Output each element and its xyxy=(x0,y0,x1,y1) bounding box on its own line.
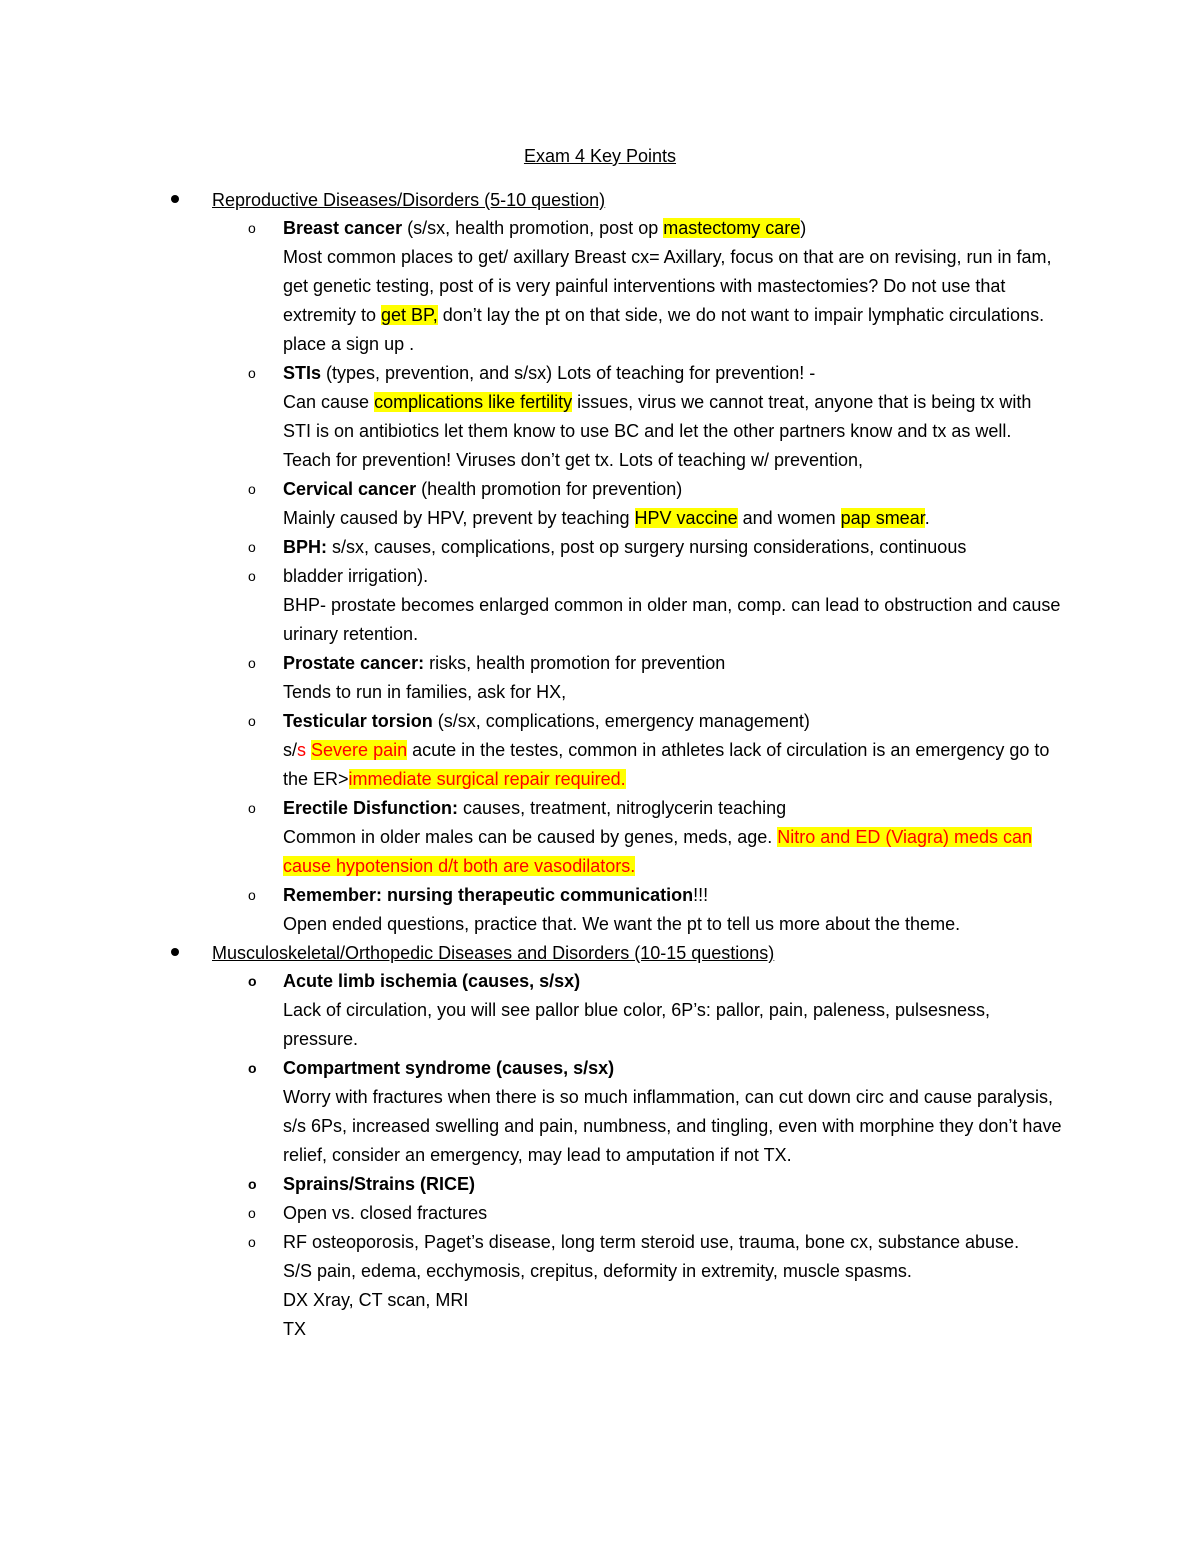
item-subtitle: (health promotion for prevention) xyxy=(416,479,683,499)
document-body xyxy=(0,186,1200,1344)
list-item xyxy=(0,967,1200,1054)
list-marker-icon: o xyxy=(248,220,256,236)
item-subtitle: bladder irrigation). xyxy=(283,566,429,586)
item-body: Open ended questions, practice that. We want the pt to tell us more about the theme. xyxy=(283,914,961,934)
list-item xyxy=(0,881,1200,939)
item-title: Breast cancer xyxy=(283,218,403,238)
list-item xyxy=(0,1054,1200,1170)
list-marker-icon: o xyxy=(248,887,256,903)
item-body: Tends to run in families, ask for HX, xyxy=(283,682,567,702)
item-body: s/s Severe pain acute in the testes, common in athletes lack of circulation is an emergency go to the ER>immediate surgical repair required. xyxy=(283,740,1050,789)
highlighted-text: complications like fertility xyxy=(374,392,573,412)
highlighted-text: mastectomy care xyxy=(663,218,801,238)
list-item xyxy=(0,794,1200,881)
list-marker-icon: o xyxy=(248,539,256,555)
list-marker-icon: o xyxy=(248,800,256,816)
list-item xyxy=(0,707,1200,794)
list-item xyxy=(0,475,1200,533)
page-title: Exam 4 Key Points xyxy=(523,146,677,166)
highlighted-text: pap smear xyxy=(840,508,925,528)
list-marker-icon: o xyxy=(248,481,256,497)
highlighted-text: HPV vaccine xyxy=(634,508,738,528)
item-title: STIs xyxy=(283,363,322,383)
section-musculoskeletal xyxy=(0,939,1200,1344)
list-marker-icon: o xyxy=(248,655,256,671)
list-marker-icon: o xyxy=(248,365,256,381)
list-item xyxy=(0,1170,1200,1199)
item-body: Most common places to get/ axillary Breast cx= Axillary, focus on that are on revising, run in fam, get genetic testing, post of is very painful interventions with mastectomies? Do not use that extremity to get BP, don’t lay the pt on that side, we do not want to impair lymphatic circulations. place a sign up . xyxy=(283,247,1052,354)
item-title: Cervical cancer xyxy=(283,479,417,499)
item-subtitle: (s/sx, complications, emergency management) xyxy=(432,711,810,731)
item-title: Erectile Disfunction: xyxy=(283,798,459,818)
bullet-icon xyxy=(171,195,179,203)
section-reproductive xyxy=(0,186,1200,939)
list-item xyxy=(0,1199,1200,1228)
list-item xyxy=(0,562,1200,649)
item-subtitle: (types, prevention, and s/sx) Lots of teaching for prevention! - xyxy=(321,363,816,383)
list-item xyxy=(0,649,1200,707)
item-subtitle: s/sx, causes, complications, post op surgery nursing considerations, continuous xyxy=(327,537,967,557)
item-body: Worry with fractures when there is so much inflammation, can cut down circ and cause paralysis, s/s 6Ps, increased swelling and pain, numbness, and tingling, even with morphine they don’t have relief, consider an emergency, may lead to amputation if not TX. xyxy=(283,1087,1062,1165)
item-body: Can cause complications like fertility issues, virus we cannot treat, anyone that is being tx with STI is on antibiotics let them know to use BC and let the other partners know and tx as well. Teach for prevention! Viruses don’t get tx. Lots of teaching w/ prevention, xyxy=(283,392,1032,470)
list-marker-icon: o xyxy=(248,973,257,989)
highlighted-text: Severe pain xyxy=(311,740,408,760)
list-marker-icon: o xyxy=(248,1234,256,1250)
item-title: Acute limb ischemia (causes, s/sx) xyxy=(283,971,581,991)
section-heading: Reproductive Diseases/Disorders (5-10 question) xyxy=(0,186,1200,214)
item-subtitle: RF osteoporosis, Paget’s disease, long term steroid use, trauma, bone cx, substance abuse. xyxy=(283,1232,1020,1252)
item-body: S/S pain, edema, ecchymosis, crepitus, deformity in extremity, muscle spasms. DX Xray, CT scan, MRI TX xyxy=(283,1261,912,1339)
item-body: Lack of circulation, you will see pallor blue color, 6P’s: pallor, pain, paleness, pulsesness, pressure. xyxy=(283,1000,991,1049)
list-marker-icon: o xyxy=(248,1176,257,1192)
highlighted-text: get BP, xyxy=(381,305,438,325)
item-title: Prostate cancer: xyxy=(283,653,425,673)
item-subtitle: (s/sx, health promotion, post op xyxy=(402,218,664,238)
item-title: Remember: nursing therapeutic communication xyxy=(283,885,694,905)
item-title: BPH: xyxy=(283,537,327,557)
list-marker-icon: o xyxy=(248,1205,256,1221)
red-text: s xyxy=(297,740,312,760)
item-subtitle: causes, treatment, nitroglycerin teaching xyxy=(458,798,787,818)
item-title: Testicular torsion xyxy=(283,711,433,731)
item-body: Common in older males can be caused by genes, meds, age. Nitro and ED (Viagra) meds can cause hypotension d/t both are vasodilators. xyxy=(283,827,1033,876)
list-item xyxy=(0,1228,1200,1344)
item-title: Sprains/Strains (RICE) xyxy=(283,1174,476,1194)
item-subtitle: risks, health promotion for prevention xyxy=(424,653,726,673)
item-title: Compartment syndrome (causes, s/sx) xyxy=(283,1058,615,1078)
item-subtitle: Open vs. closed fractures xyxy=(283,1203,488,1223)
item-body: BHP- prostate becomes enlarged common in older man, comp. can lead to obstruction and cause urinary retention. xyxy=(283,595,1061,644)
list-marker-icon: o xyxy=(248,713,256,729)
section-heading: Musculoskeletal/Orthopedic Diseases and Disorders (10-15 questions) xyxy=(0,939,1200,967)
list-marker-icon: o xyxy=(248,1060,257,1076)
list-item xyxy=(0,359,1200,475)
item-subtitle: !!! xyxy=(693,885,709,905)
highlighted-text: immediate surgical repair required. xyxy=(348,769,626,789)
list-item xyxy=(0,533,1200,562)
list-item: o Breast cancer (s/sx, health promotion, post op mastectomy care) Most common places to get/ axillary Breast cx= Axillary, focus on that are on revising, run in fam, get genetic testing, post of is very painful interventions with mastectomies? Do not use that extremity to get BP, don’t lay the pt on that side, we do not want to impair lymphatic circulations. place a sign up . xyxy=(0,214,1200,359)
highlighted-text: Nitro and ED (Viagra) meds can cause hypotension d/t both are vasodilators. xyxy=(283,827,1033,876)
list-marker-icon: o xyxy=(248,568,256,584)
item-body: Mainly caused by HPV, prevent by teaching HPV vaccine and women pap smear. xyxy=(283,508,930,528)
bullet-icon xyxy=(171,948,179,956)
